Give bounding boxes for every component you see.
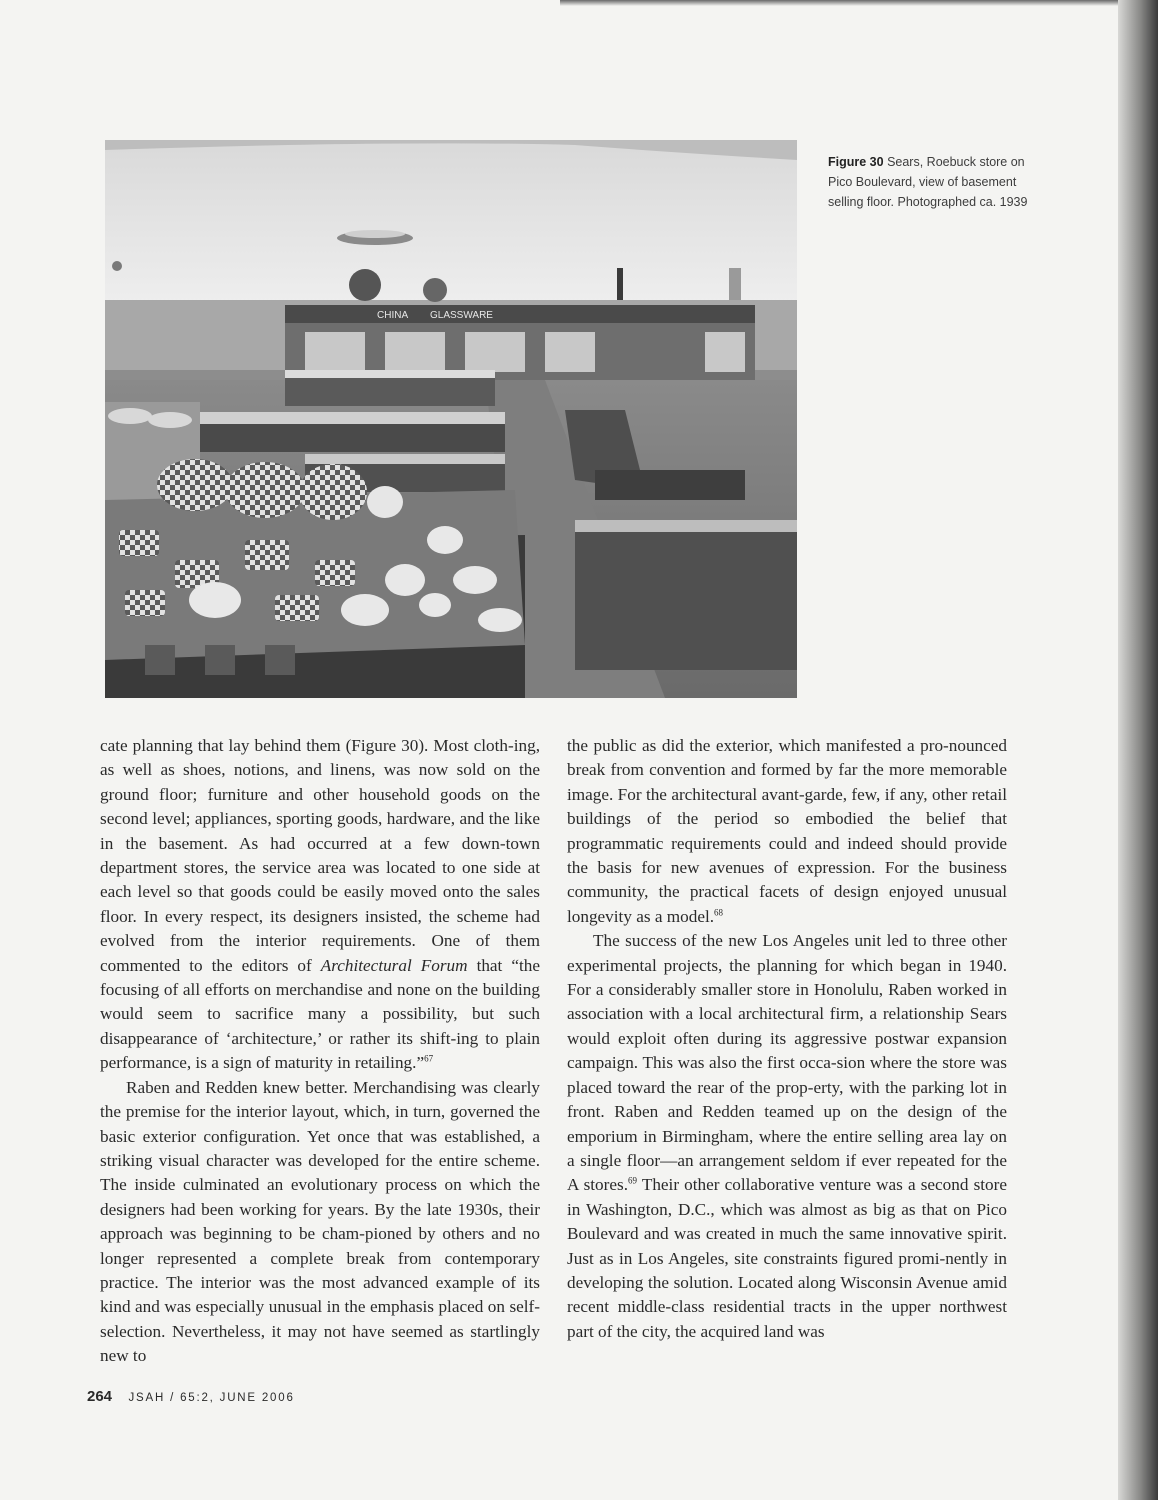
right-p2-text-a: The success of the new Los Angeles unit led to three other experimental projects, the planning for which began in 1940. For a considerably smaller store in Honolulu, Raben worked in association with a local architectural firm, a relationship Sears would exploit often during its aggressive postwar expansion campaign. This was also the first occa-sion where the store was placed toward the rear of the prop-erty, with the parking lot in front. Raben and Redden teamed up on the design of the emporium in Birmingham, where the entire selling area lay on a single floor—an arrangement seldom if ever repeated for the A stores. — [567, 931, 1007, 1195]
caption-label: Figure 30 — [828, 155, 884, 169]
sign-glassware: GLASSWARE — [430, 310, 493, 321]
right-paragraph-1 — [567, 734, 1007, 929]
footnote-ref-68: 68 — [714, 907, 724, 918]
right-p1-text: the public as did the exterior, which manifested a pro-nounced break from convention and formed by far the more memorable image. For the architectural avant-garde, few, if any, other retail buildings of the period so embodied the belief that programmatic requirements could and indeed should provide the basis for new avenues of expression. For the business community, the practical facets of design enjoyed unusual longevity as a model. — [567, 736, 1007, 926]
scan-top-edge-shadow — [560, 0, 1158, 6]
page-number: 264 — [87, 1388, 113, 1405]
left-p1-text-a: cate planning that lay behind them (Figure 30). Most cloth-ing, as well as shoes, notions, and linens, was now sold on the ground floor; furniture and other household goods on the second level; appliances, sporting goods, hardware, and the like in the basement. As had occurred at a few down-town department stores, the service area was located to one side at each level so that goods could be easily moved onto the sales floor. In every respect, its designers insisted, the scheme had evolved from the interior requirements. One of them commented to the editors of — [100, 736, 540, 975]
right-p2-text-b: Their other collaborative venture was a second store in Washington, D.C., which was almost as big as that on Pico Boulevard and was created in much the same innovative spirit. Just as in Los Angeles, site constraints figured promi-nently in developing the solution. Located along Wisconsin Avenue amid recent middle-class residential tracts in the upper northwest part of the city, the acquired land was — [567, 1175, 1007, 1341]
left-paragraph-1 — [100, 734, 540, 1076]
left-paragraph-2: Raben and Redden knew better. Merchandising was clearly the premise for the interior layout, which, in turn, governed the basic exterior configuration. Yet once that was established, a striking visual character was developed for the entire scheme. The inside culminated an evolutionary process on which the designers had been working for years. By the late 1930s, their approach was beginning to be cham-pioned by others and no longer represented a complete break from contemporary practice. The interior was the most advanced example of its kind and was especially unusual in the emphasis placed on self-selection. Nevertheless, it may not have seemed as startlingly new to — [100, 1077, 540, 1366]
page-footer — [87, 1388, 295, 1406]
sign-china: CHINA — [377, 310, 409, 321]
right-paragraph-2 — [567, 929, 1007, 1344]
left-p1-text-b: that “the focusing of all efforts on merchandise and none on the building would seem to sacrifice many a possibility, but such disappearance of ‘architecture,’ or rather its shift-ing to plain performance, is a sign of maturity in retailing.” — [100, 955, 540, 1073]
left-column — [100, 734, 540, 1369]
caption-text: Sears, Roebuck store on Pico Boulevard, view of basement selling floor. Photographed ca. 1939 — [828, 155, 1028, 209]
scan-right-edge-shadow — [1118, 0, 1158, 1500]
footnote-ref-67: 67 — [424, 1053, 434, 1064]
right-column — [567, 734, 1007, 1344]
journal-citation: JSAH / 65:2, JUNE 2006 — [128, 1392, 295, 1404]
figure-30-photograph — [105, 140, 797, 698]
figure-caption — [828, 152, 1033, 212]
footnote-ref-69: 69 — [628, 1175, 637, 1186]
journal-title-italic: Architectural Forum — [320, 955, 468, 975]
